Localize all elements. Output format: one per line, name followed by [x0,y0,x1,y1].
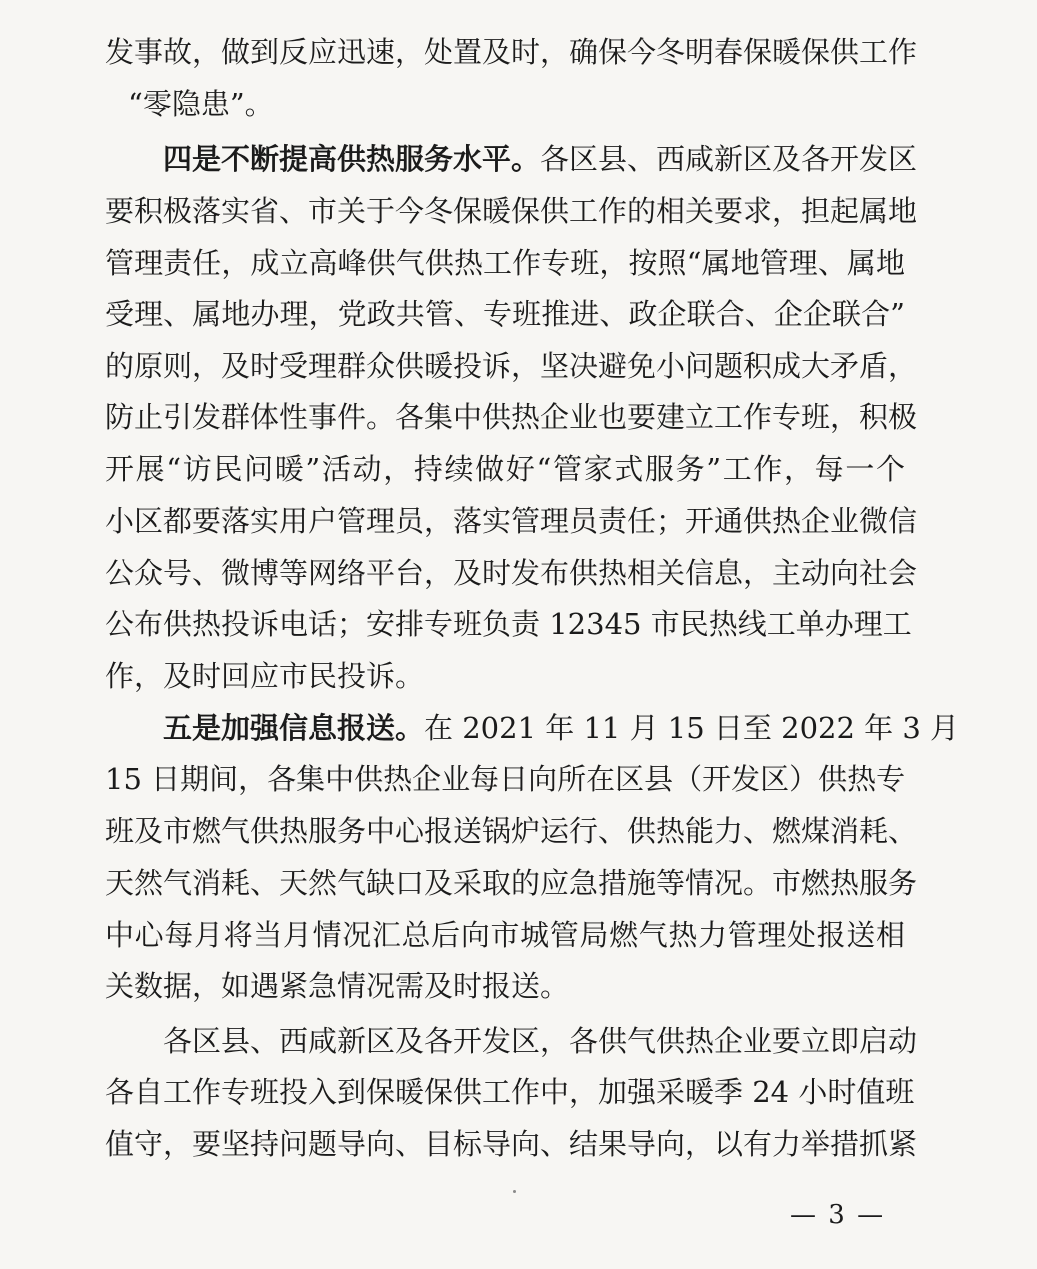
text-line-8: 的原则，及时受理群众供暖投诉，坚决避免小问题积成大矛盾， [105,349,918,383]
text-line-2: “零隐患”。 [128,87,274,121]
text-line-7: 受理、属地办理，党政共管、专班推进、政企联合、企企联合” [105,297,905,331]
text-line-12: 公众号、微博等网络平台，及时发布供热相关信息，主动向社会 [105,556,918,590]
page-number: — 3 — [790,1200,886,1230]
text-line-5: 要积极落实省、市关于今冬保暖保供工作的相关要求，担起属地 [105,194,918,228]
text-line-21: 关数据，如遇紧急情况需及时报送。 [105,969,570,1003]
text-line-23: 各自工作专班投入到保暖保供工作中，加强采暖季 24 小时值班 [105,1075,915,1109]
paragraph-5-text: 在 2021 年 11 月 15 日至 2022 年 3 月 [424,711,960,745]
paragraph-5-line-1 [163,702,960,754]
text-line-17: 15 日期间，各集中供热企业每日向所在区县（开发区）供热专 [105,762,906,796]
text-line-10: 开展“访民问暖”活动，持续做好“管家式服务”工作，每一个 [105,452,905,486]
text-line-19: 天然气消耗、天然气缺口及采取的应急措施等情况。市燃热服务 [105,866,918,900]
section-heading-5: 五是加强信息报送。 [163,711,425,745]
text-line-6: 管理责任，成立高峰供气供热工作专班，按照“属地管理、属地 [105,246,905,280]
paragraph-4-line-1 [163,133,918,185]
scan-speck [513,1190,516,1193]
text-line-13: 公布供热投诉电话；安排专班负责 12345 市民热线工单办理工 [105,607,912,641]
text-line-1: 发事故，做到反应迅速，处置及时，确保今冬明春保暖保供工作 [105,35,918,69]
text-line-14: 作，及时回应市民投诉。 [105,659,425,693]
text-line-18: 班及市燃气供热服务中心报送锅炉运行、供热能力、燃煤消耗、 [105,814,918,848]
text-line-9: 防止引发群体性事件。各集中供热企业也要建立工作专班，积极 [105,400,918,434]
text-line-11: 小区都要落实用户管理员，落实管理员责任；开通供热企业微信 [105,504,918,538]
text-line-24: 值守，要坚持问题导向、目标导向、结果导向，以有力举措抓紧 [105,1127,918,1161]
text-line-20: 中心每月将当月情况汇总后向市城管局燃气热力管理处报送相 [105,918,905,952]
text-line-22: 各区县、西咸新区及各开发区，各供气供热企业要立即启动 [163,1024,918,1058]
section-heading-4: 四是不断提高供热服务水平。 [163,142,541,176]
paragraph-4-text: 各区县、西咸新区及各开发区 [540,142,918,176]
